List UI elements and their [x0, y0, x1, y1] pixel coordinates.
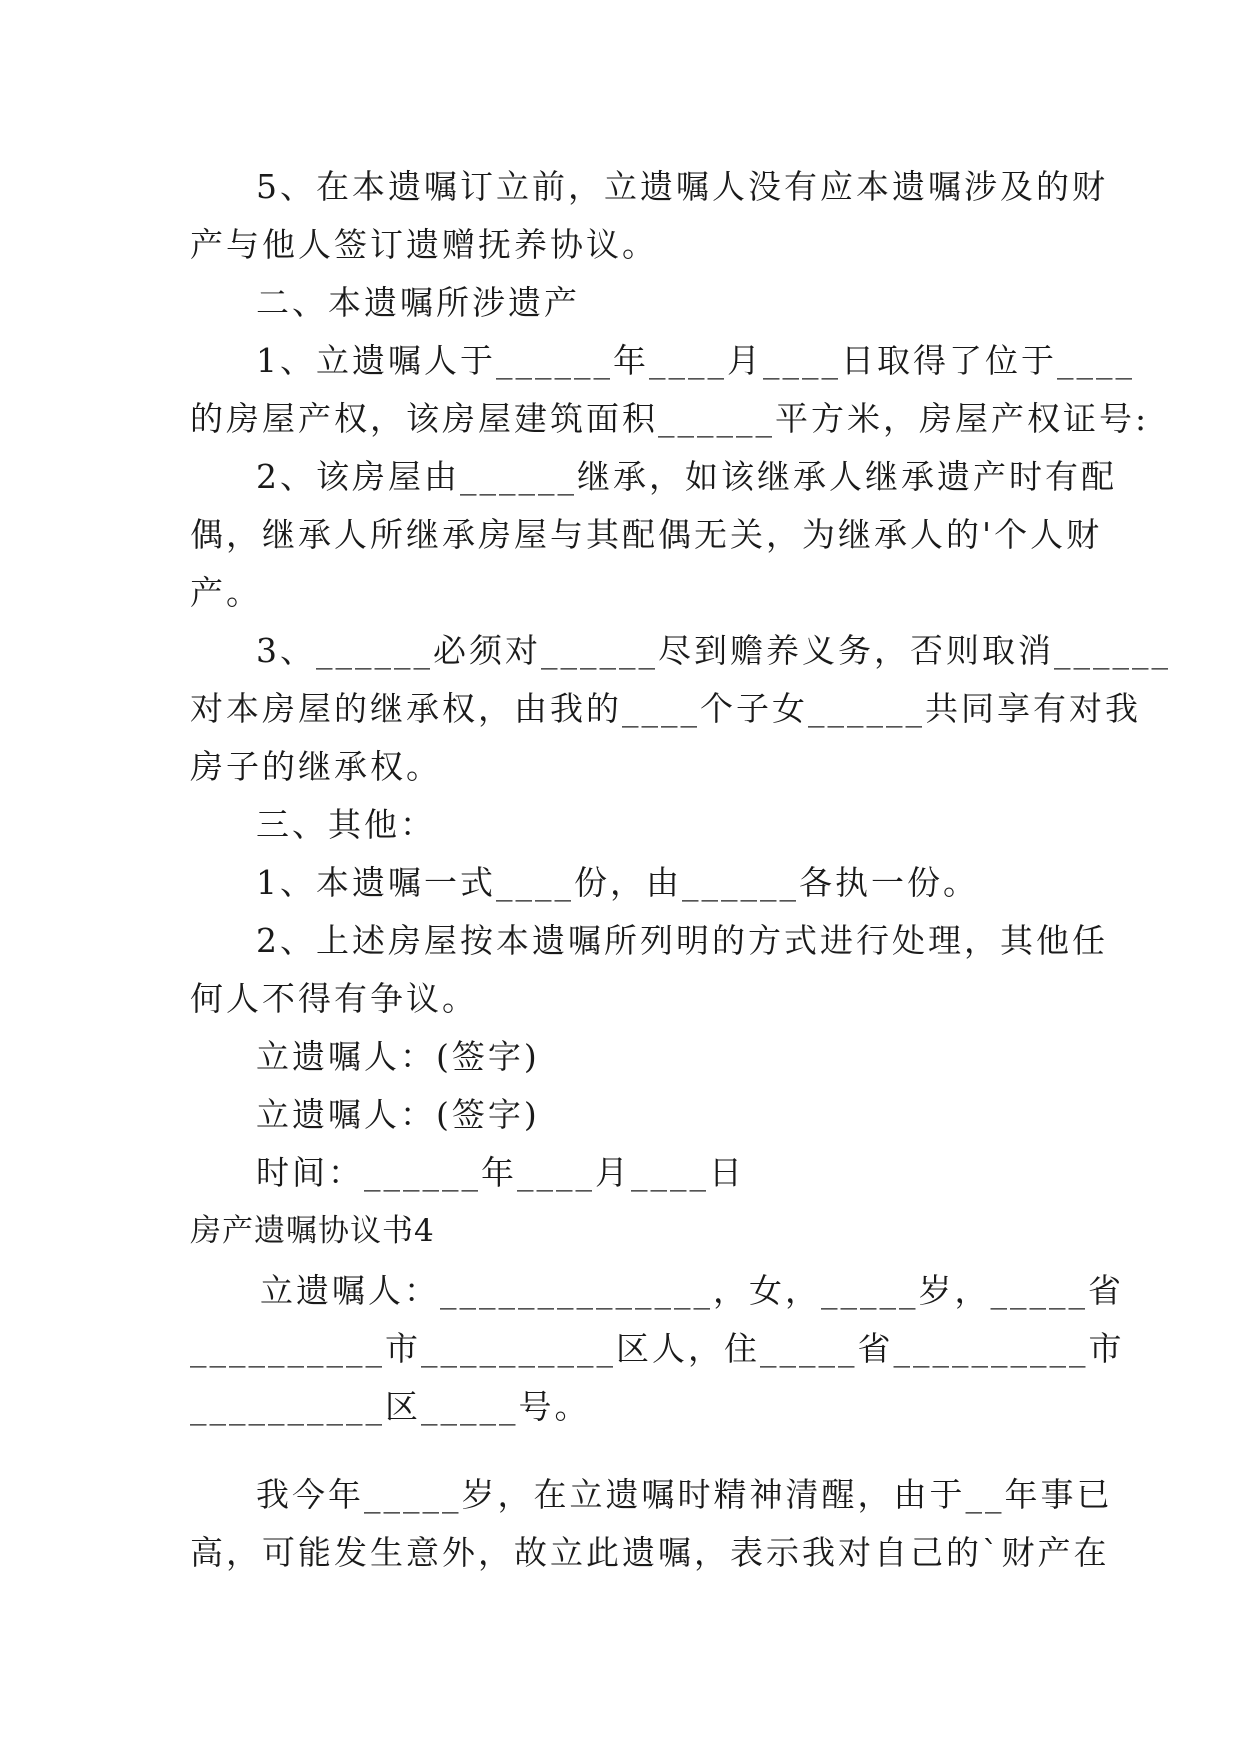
signature-line: 立遗嘱人：(签字): [256, 1095, 540, 1134]
paragraph-line: 我今年_____岁，在立遗嘱时精神清醒，由于__年事已: [256, 1475, 1113, 1514]
paragraph-line: 2、上述房屋按本遗嘱所列明的方式进行处理，其他任: [256, 921, 1108, 960]
paragraph-line: 偶，继承人所继承房屋与其配偶无关，为继承人的'个人财: [190, 515, 1103, 554]
paragraph-line: __________市__________区人，住_____省__________市: [190, 1329, 1125, 1368]
paragraph-line: 对本房屋的继承权，由我的____个子女______共同享有对我: [190, 689, 1141, 728]
section-title-block: [190, 1202, 1052, 1260]
section-heading: 三、其他：: [256, 805, 436, 844]
section-title: 房产遗嘱协议书4: [190, 1213, 435, 1249]
paragraph-line: 的房屋产权，该房屋建筑面积______平方米，房屋产权证号:: [190, 399, 1150, 438]
paragraph-line: 2、该房屋由______继承，如该继承人继承遗产时有配: [256, 457, 1117, 496]
paragraph-line: 产与他人签订遗赠抚养协议。: [190, 225, 658, 264]
date-line: 时间：______年____月____日: [256, 1153, 745, 1192]
paragraph-line: 高，可能发生意外，故立此遗嘱，表示我对自己的`财产在: [190, 1533, 1110, 1572]
paragraph-line: 何人不得有争议。: [190, 979, 478, 1018]
paragraph-line: 房子的继承权。: [190, 747, 442, 786]
document-body-part2: [190, 1262, 1125, 1582]
signature-line: 立遗嘱人：(签字): [256, 1037, 540, 1076]
paragraph-line: __________区_____号。: [190, 1387, 591, 1426]
paragraph-line: 立遗嘱人：______________，女，_____岁，_____省: [260, 1271, 1124, 1310]
paragraph-line: 3、______必须对______尽到赡养义务，否则取消______: [256, 631, 1171, 670]
paragraph-line: 1、本遗嘱一式____份，由______各执一份。: [256, 863, 979, 902]
paragraph-line: 产。: [190, 573, 262, 612]
paragraph-line: 1、立遗嘱人于______年____月____日取得了位于____: [256, 341, 1135, 380]
document-body-part1: [190, 158, 1171, 1202]
paragraph-line: 5、在本遗嘱订立前，立遗嘱人没有应本遗嘱涉及的财: [256, 167, 1108, 206]
section-heading: 二、本遗嘱所涉遗产: [256, 283, 580, 322]
